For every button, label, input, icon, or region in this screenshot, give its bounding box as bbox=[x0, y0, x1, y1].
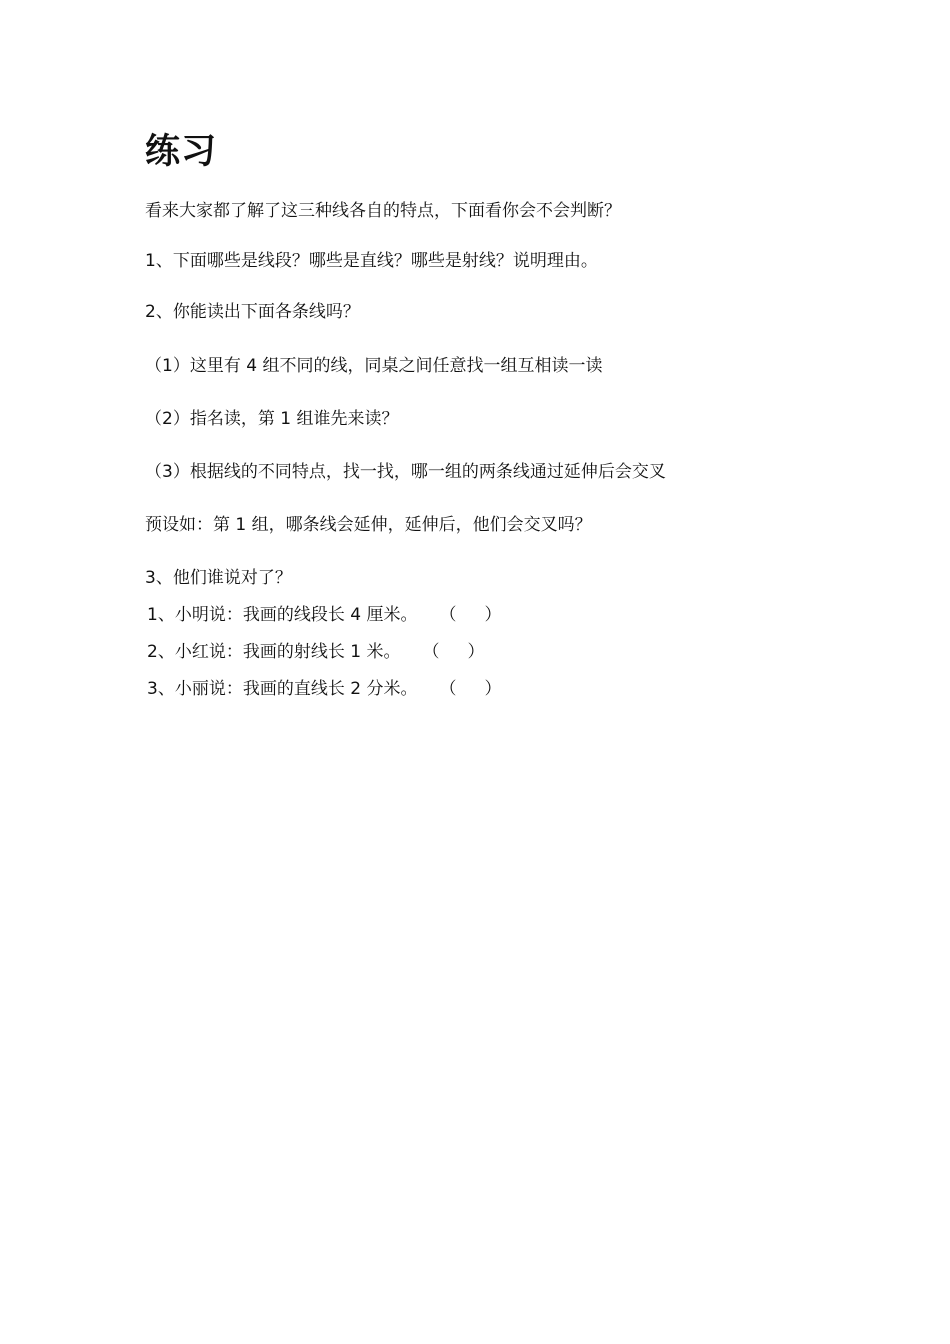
judgment-item bbox=[147, 603, 501, 627]
question-2-sub-2: （2）指名读，第 1 组谁先来读？ bbox=[145, 409, 399, 429]
question-1: 1、下面哪些是线段？哪些是直线？哪些是射线？说明理由。 bbox=[145, 251, 598, 271]
question-3: 3、他们谁说对了？ bbox=[145, 568, 292, 588]
judgment-item-text: 1、小明说：我画的线段长 4 厘米。 bbox=[147, 605, 418, 625]
judgment-item-text: 2、小红说：我画的射线长 1 米。 bbox=[147, 642, 401, 662]
answer-blank[interactable]: （ ） bbox=[422, 642, 485, 662]
question-2: 2、你能读出下面各条线吗？ bbox=[145, 302, 360, 322]
page-title: 练习 bbox=[145, 132, 218, 172]
judgment-item bbox=[147, 640, 484, 664]
answer-blank[interactable]: （ ） bbox=[439, 605, 502, 625]
question-2-sub-3: （3）根据线的不同特点，找一找，哪一组的两条线通过延伸后会交叉 bbox=[145, 462, 666, 482]
judgment-item-text: 3、小丽说：我画的直线长 2 分米。 bbox=[147, 679, 418, 699]
question-2-sub-1: （1）这里有 4 组不同的线，同桌之间任意找一组互相读一读 bbox=[145, 356, 603, 376]
judgment-item bbox=[147, 677, 501, 701]
answer-blank[interactable]: （ ） bbox=[439, 679, 502, 699]
presumption-text: 预设如：第 1 组，哪条线会延伸，延伸后，他们会交叉吗？ bbox=[145, 515, 592, 535]
intro-text: 看来大家都了解了这三种线各自的特点，下面看你会不会判断？ bbox=[145, 201, 621, 221]
